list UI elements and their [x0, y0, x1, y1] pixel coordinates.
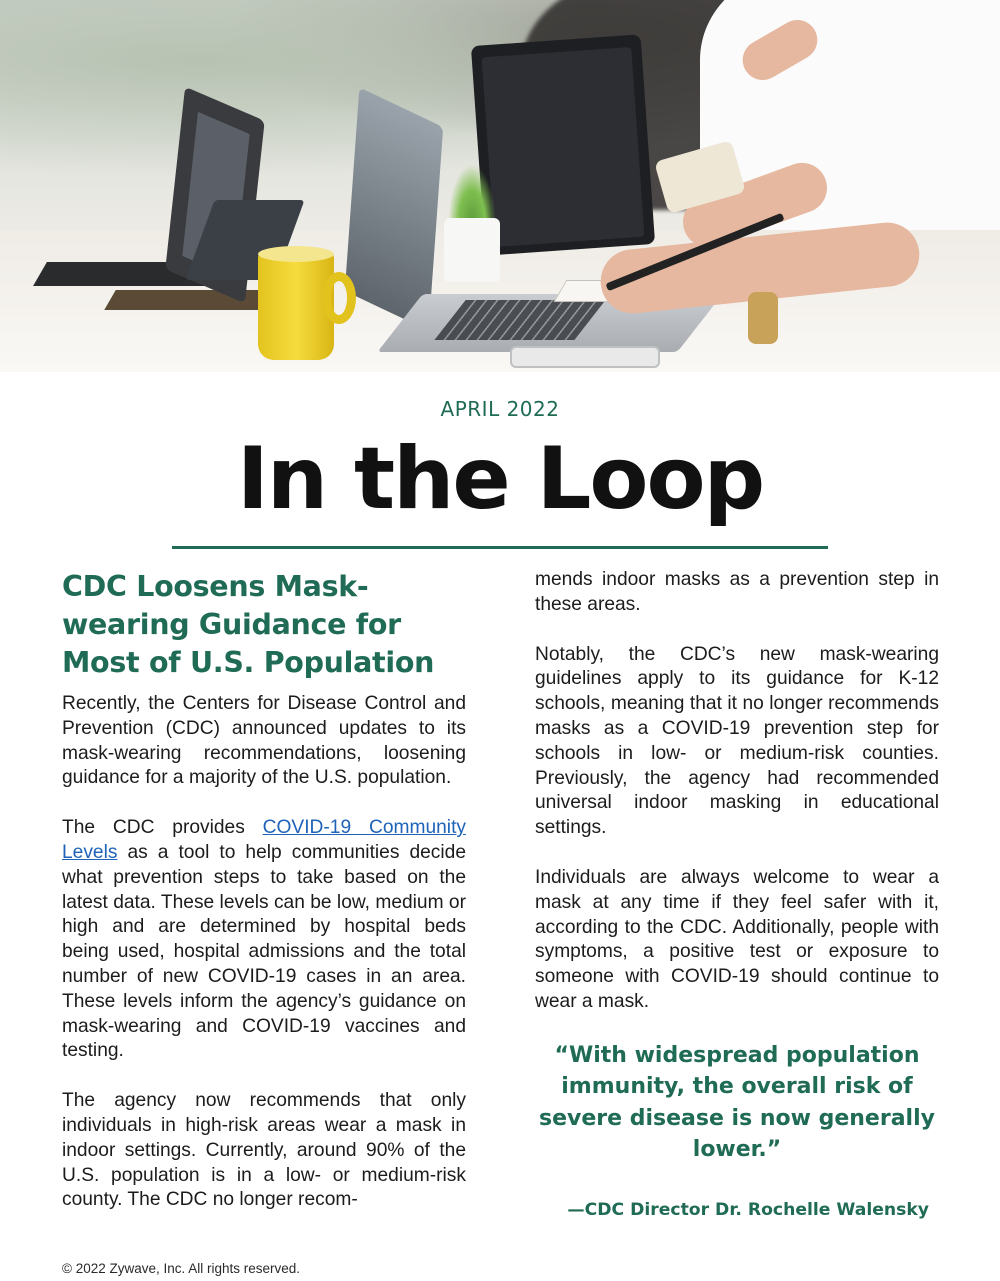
article-paragraph-3-continued: mends indoor masks as a prevention step in these areas.	[535, 569, 939, 615]
article-paragraph-4: Notably, the CDC’s new mask-wearing guidelines apply to its guidance for K-12 schools, meaning that it no longer recommends masks as a COVID-19 prevention step for schools in low- or medium-risk counties. Previously, the agency had recommended universal indoor masking in educational settings.	[535, 643, 939, 839]
hero-photo	[0, 0, 1000, 372]
paragraph-2-intro: The CDC provides	[62, 817, 263, 839]
pull-quote: “With widespread population immunity, the overall risk of severe disease is now generally lower.”	[539, 1042, 935, 1163]
newsletter-title: In the Loop	[236, 429, 764, 529]
article-paragraph-5: Individuals are always welcome to wear a mask at any time if they feel safer with it, according to the CDC. Additionally, people with symptoms, a positive test or exposure to someone with COVID-19 should continue to wear a mask.	[535, 866, 939, 1012]
article-column-left	[62, 568, 466, 1238]
article-headline: CDC Loosens Mask-wearing Guidance for Most of U.S. Population	[62, 570, 435, 679]
article-paragraph-2	[62, 816, 466, 1064]
title-divider	[172, 546, 828, 549]
covid-community-levels-link[interactable]: COVID-19 Community Levels	[62, 817, 466, 863]
copyright-notice: © 2022 Zywave, Inc. All rights reserved.	[62, 1261, 301, 1276]
paragraph-2-body: as a tool to help communities decide what prevention steps to take based on the latest data. These levels can be low, medium or high and are determined by hospital beds being used, hospital admissions and the total number of new COVID-19 cases in an area. These levels inform the agency’s guidance on mask-wearing and COVID-19 vaccines and testing.	[62, 841, 466, 1062]
article-column-right	[535, 568, 939, 1220]
issue-date: APRIL 2022	[440, 397, 560, 421]
article-paragraph-3: The agency now recommends that only individuals in high-risk areas wear a mask in indoor settings. Currently, around 90% of the U.S. population is in a low- or medium-risk county. The CDC no longer recom-	[62, 1090, 466, 1211]
article-paragraph-1: Recently, the Centers for Disease Control and Prevention (CDC) announced updates to its mask-wearing recommendations, loosening guidance for a majority of the U.S. population.	[62, 693, 466, 789]
quote-attribution: —CDC Director Dr. Rochelle Walensky	[567, 1199, 929, 1220]
